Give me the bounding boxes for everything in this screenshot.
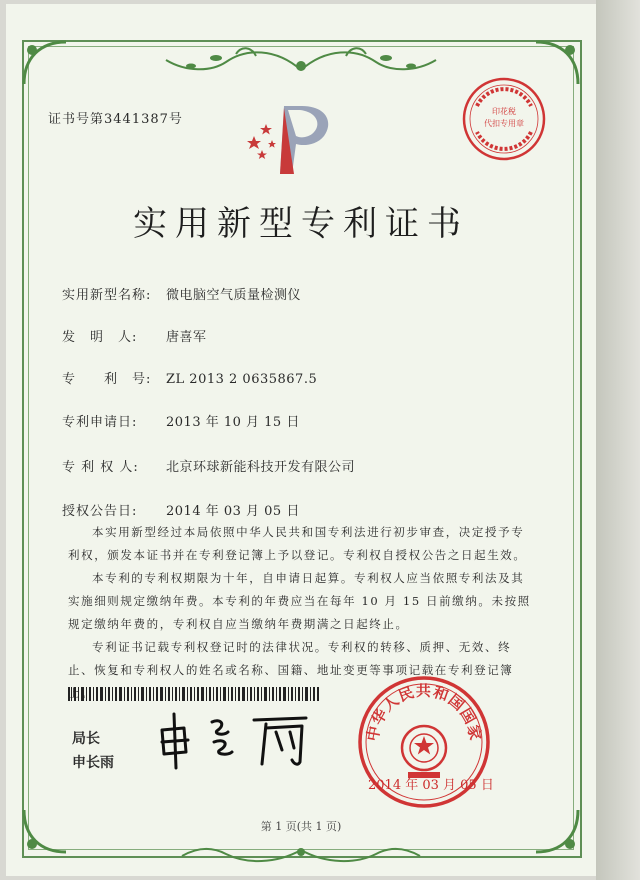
director-name: 申长雨 (72, 755, 114, 771)
svg-text:印花税: 印花税 (492, 107, 516, 116)
seal-arc-text: 中华人民共和国国家 (363, 681, 485, 743)
field-label: 专利申请日: (62, 415, 138, 430)
field-grant-date (62, 500, 300, 519)
field-patentee (62, 456, 355, 475)
seal-date: 2014 年 03 月 05 日 (368, 778, 494, 793)
field-label: 专 利 权 人: (62, 460, 139, 475)
body-paragraph-2: 本专利的专利权期限为十年，自申请日起算。专利权人应当依照专利法及其实施细则规定缴纳年费。本专利的年费应当在每年 10 月 15 日前缴纳。未按照规定缴纳年费的，专利权自应当缴纳年费期满之日起终止。 (68, 571, 531, 631)
field-value: 唐喜军 (166, 330, 207, 345)
certificate-number: 证书号第3441387号 (48, 112, 183, 127)
field-value: 2013 年 10 月 15 日 (166, 415, 300, 430)
field-label: 发 明 人: (62, 330, 138, 345)
field-value: 微电脑空气质量检测仪 (166, 288, 302, 303)
certificate-title: 实用新型专利证书 (133, 204, 469, 244)
director-title: 局长 (72, 731, 100, 747)
svg-text:中华人民共和国国家知识产权局 (356, 674, 484, 743)
body-paragraph-3: 专利证书记载专利权登记时的法律状况。专利权的转移、质押、无效、终止、恢复和专利权人的姓名或名称、国籍、地址变更等事项记载在专利登记簿 。 (68, 640, 514, 700)
field-value: 2014 年 03 月 05 日 (166, 504, 300, 519)
field-application-date (62, 411, 300, 430)
top-ornament (156, 44, 446, 80)
field-inventor (62, 326, 207, 345)
svg-text:代扣专用章: 代扣专用章 (484, 119, 524, 128)
page-number: 第 1 页(共 1 页) (260, 820, 342, 833)
director-signature (154, 708, 314, 770)
field-patent-number (62, 368, 317, 387)
certificate-sheet (6, 4, 596, 876)
body-paragraph-1: 本实用新型经过本局依照中华人民共和国专利法进行初步审查，决定授予专利权，颁发本证书并在专利登记簿上予以登记。专利权自授权公告之日起生效。 (68, 525, 527, 562)
barcode (68, 687, 320, 701)
field-label: 授权公告日: (62, 504, 138, 519)
patent-office-logo (244, 100, 340, 180)
field-label: 专 利 号: (62, 372, 152, 387)
field-utility-model-name (62, 284, 301, 303)
corner-ornament-top-left (20, 38, 70, 88)
field-value: 北京环球新能科技开发有限公司 (166, 460, 356, 475)
field-value: ZL 2013 2 0635867.5 (166, 372, 318, 387)
scan-background-edge (596, 0, 640, 880)
bottom-ornament (176, 842, 426, 868)
field-label: 实用新型名称: (62, 288, 152, 303)
tax-seal-stamp (461, 76, 547, 162)
